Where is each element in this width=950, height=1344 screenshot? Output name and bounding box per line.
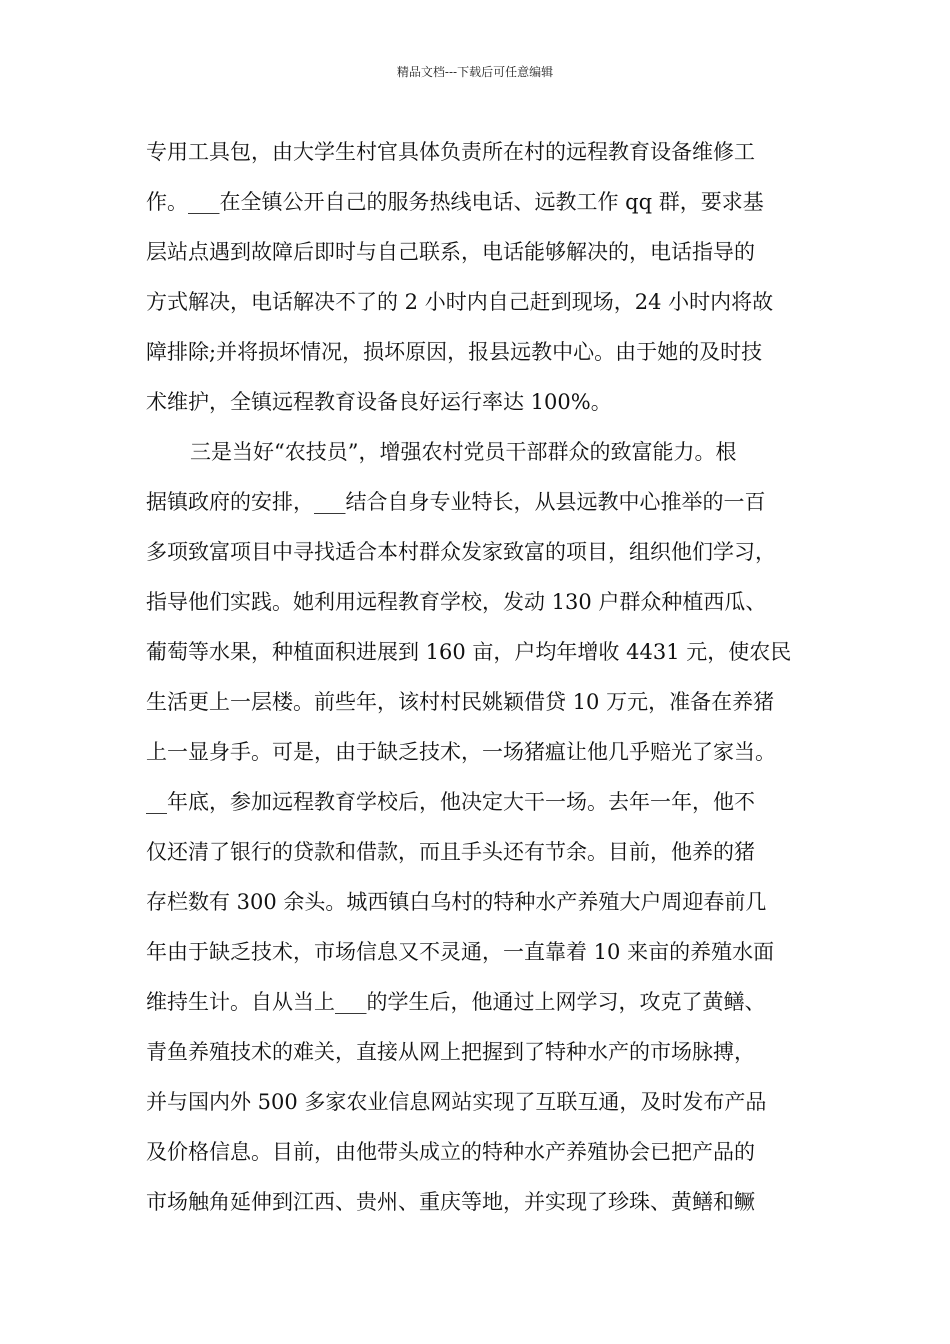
text-line: 上一显身手。可是，由于缺乏技术，一场猪瘟让他几乎赔光了家当。 xyxy=(146,740,776,764)
text-line: 青鱼养殖技术的难关，直接从网上把握到了特种水产的市场脉搏， xyxy=(146,1040,755,1064)
text-line: 并与国内外 500 多家农业信息网站实现了互联互通，及时发布产品 xyxy=(146,1090,767,1114)
text-line: 三是当好“农技员”，增强农村党员干部群众的致富能力。根 xyxy=(190,440,737,464)
text-line: 专用工具包，由大学生村官具体负责所在村的远程教育设备维修工 xyxy=(146,140,755,164)
text-line: 仅还清了银行的贷款和借款，而且手头还有节余。目前，他养的猪 xyxy=(146,840,755,864)
text-line: 障排除;并将损坏情况，损坏原因，报县远教中心。由于她的及时技 xyxy=(146,340,763,364)
paragraph-2 xyxy=(146,427,826,1227)
text-line: 存栏数有 300 余头。城西镇白乌村的特种水产养殖大户周迎春前几 xyxy=(146,890,767,914)
text-line: 据镇政府的安排，___结合自身专业特长，从县远教中心推举的一百 xyxy=(146,490,766,514)
text-line: 多项致富项目中寻找适合本村群众发家致富的项目，组织他们学习， xyxy=(146,540,776,564)
text-line: 及价格信息。目前，由他带头成立的特种水产养殖协会已把产品的 xyxy=(146,1140,755,1164)
text-line: 术维护，全镇远程教育设备良好运行率达 100%。 xyxy=(146,390,612,414)
text-line: __年底，参加远程教育学校后，他决定大干一场。去年一年，他不 xyxy=(146,790,755,814)
text-line: 层站点遇到故障后即时与自己联系，电话能够解决的，电话指导的 xyxy=(146,240,755,264)
text-line: 指导他们实践。她利用远程教育学校，发动 130 户群众种植西瓜、 xyxy=(146,590,767,614)
text-line: 市场触角延伸到江西、贵州、重庆等地，并实现了珍珠、黄鳝和鳜 xyxy=(146,1190,755,1214)
text-line: 作。___在全镇公开自己的服务热线电话、远教工作 qq 群，要求基 xyxy=(146,190,764,214)
document-body xyxy=(146,127,826,1227)
text-line: 年由于缺乏技术，市场信息又不灵通，一直靠着 10 来亩的养殖水面 xyxy=(146,940,775,964)
page-header: 精品文档---下载后可任意编辑 xyxy=(396,65,554,79)
text-line: 葡萄等水果，种植面积进展到 160 亩，户均年增收 4431 元，使农民 xyxy=(146,640,792,664)
text-line: 生活更上一层楼。前些年，该村村民姚颖借贷 10 万元，准备在养猪 xyxy=(146,690,775,714)
text-line: 方式解决，电话解决不了的 2 小时内自己赶到现场，24 小时内将故 xyxy=(146,290,774,314)
text-line: 维持生计。自从当上___的学生后，他通过上网学习，攻克了黄鳝、 xyxy=(146,990,766,1014)
paragraph-1 xyxy=(146,127,826,427)
